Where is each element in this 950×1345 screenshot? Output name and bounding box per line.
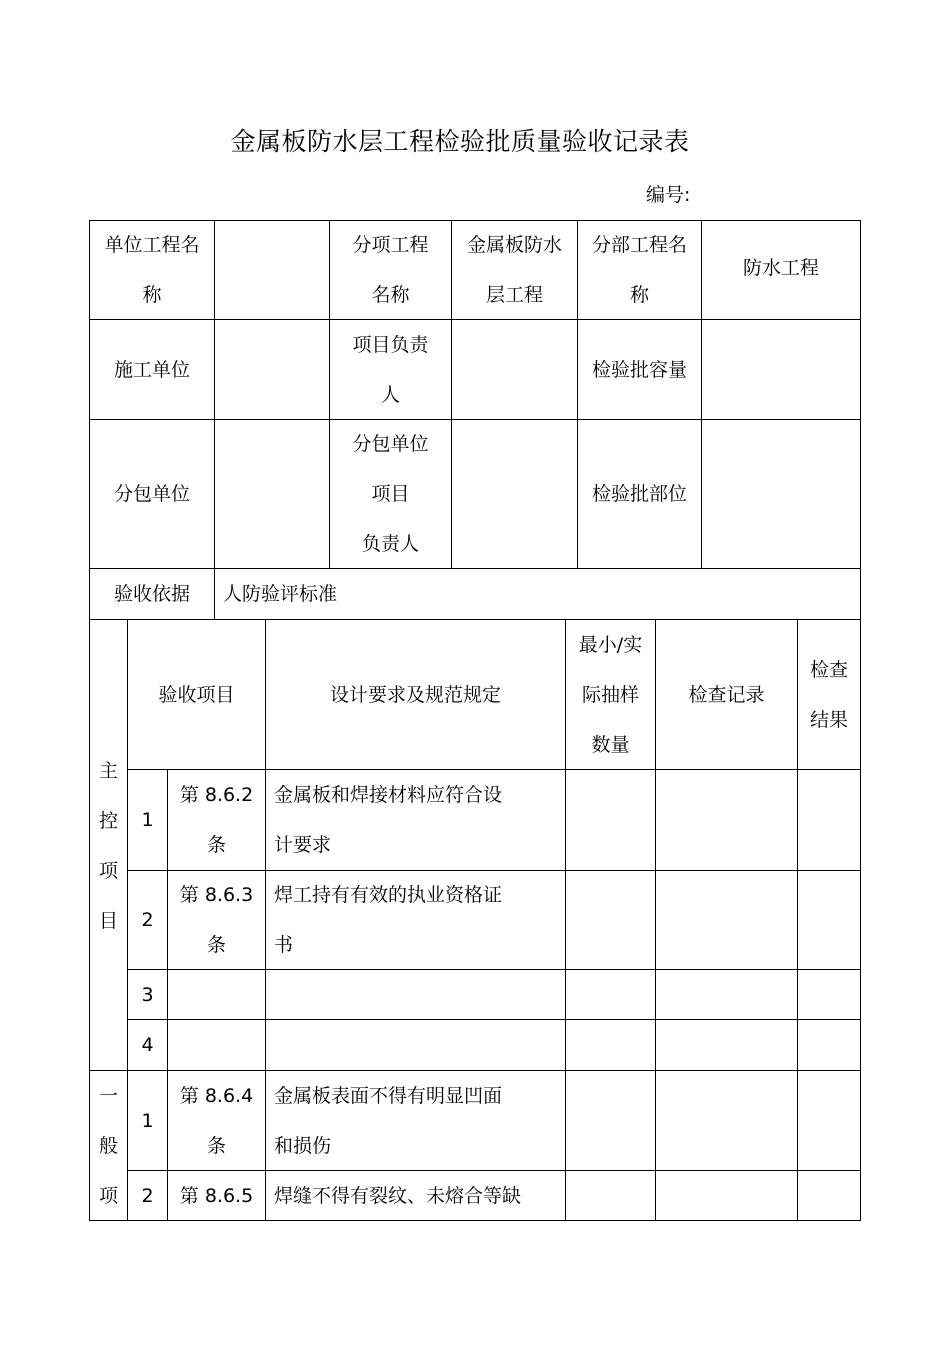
construction-unit-label: 施工单位 [113,358,190,381]
acceptance-basis-label: 验收依据 [113,583,190,605]
unit-project-name-label: 单位工程名 称 [104,234,200,306]
table-row-requirement: 金属板表面不得有明显凹面 和损伤 [274,1084,503,1157]
table-row-clause: 第 8.6.2 条 [179,784,254,856]
table-row-clause: 第 8.6.3 条 [179,884,254,956]
batch-location-value[interactable] [702,420,860,568]
table-row-number: 3 [141,983,154,1006]
division-project-label: 分部工程名 称 [591,234,687,306]
main-control-section-label: 主 控 项 目 [98,760,118,932]
column-acceptance-item: 验收项目 [158,683,235,706]
subcontractor-value[interactable] [215,420,329,568]
table-row-number: 1 [141,1109,154,1132]
page-title: 金属板防水层工程检验批质量验收记录表 [230,127,690,156]
project-manager-value[interactable] [452,320,577,419]
division-project-value[interactable]: 防水工程 [742,257,819,279]
batch-capacity-value[interactable] [702,320,860,419]
table-row-number: 4 [141,1034,154,1056]
column-sample-count: 最小/实 际抽样 数量 [578,633,643,756]
batch-capacity-label: 检验批容量 [591,358,687,381]
project-manager-label: 项目负责 人 [352,333,429,406]
unit-project-name-value[interactable] [215,221,329,319]
subcontractor-manager-label: 分包单位 项目 负责人 [352,433,429,555]
acceptance-basis-value[interactable]: 人防验评标准 [223,583,338,605]
table-row-number: 2 [141,1185,154,1207]
column-inspection-result: 检查 结果 [809,658,848,731]
batch-location-label: 检验批部位 [591,483,687,505]
table-row-clause: 第 8.6.5 [179,1185,254,1207]
sub-item-project-label: 分项工程 名称 [352,234,429,306]
table-row-requirement: 金属板和焊接材料应符合设 计要求 [274,784,503,856]
table-row-number: 2 [141,909,154,931]
table-row-number: 1 [141,809,154,831]
subcontractor-manager-value[interactable] [452,420,577,568]
general-section-label: 一 般 项 [98,1085,118,1207]
sub-item-project-value[interactable]: 金属板防水 层工程 [466,234,562,306]
column-inspection-record: 检查记录 [688,683,765,706]
subcontractor-label: 分包单位 [113,483,190,505]
table-row-requirement: 焊缝不得有裂纹、未熔合等缺 [274,1185,522,1207]
table-row-clause: 第 8.6.4 条 [179,1084,254,1157]
table-rule [860,220,861,1221]
serial-number-label: 编号: [646,184,691,206]
column-design-requirement: 设计要求及规范规定 [329,683,501,706]
construction-unit-value[interactable] [215,320,329,419]
table-row-requirement: 焊工持有有效的执业资格证 书 [274,884,503,956]
table-rule [127,1019,861,1020]
